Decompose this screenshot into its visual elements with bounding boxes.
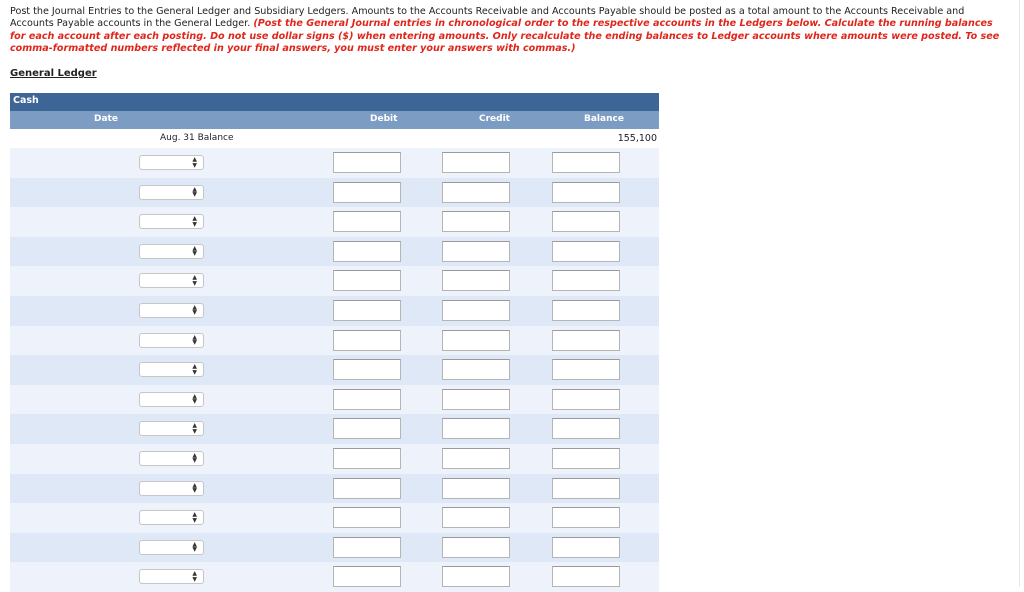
updown-arrows-icon: ▲ ▼ bbox=[192, 244, 197, 258]
entry-row bbox=[10, 178, 659, 208]
updown-arrows-icon: ▲ ▼ bbox=[192, 363, 197, 376]
credit-input[interactable] bbox=[442, 241, 510, 262]
debit-input[interactable] bbox=[333, 478, 401, 499]
date-select[interactable] bbox=[139, 451, 204, 466]
balance-input[interactable] bbox=[552, 507, 620, 528]
updown-arrows-icon: ▲ ▼ bbox=[192, 215, 197, 228]
date-select[interactable] bbox=[139, 185, 204, 200]
general-ledger-title: General Ledger bbox=[10, 68, 97, 79]
debit-input[interactable] bbox=[333, 566, 401, 587]
updown-arrows-icon: ▲ ▼ bbox=[192, 451, 197, 465]
debit-input[interactable] bbox=[333, 182, 401, 203]
date-select[interactable] bbox=[139, 362, 204, 377]
updown-arrows-icon: ▲ ▼ bbox=[192, 185, 197, 199]
opening-balance-label: Aug. 31 Balance bbox=[160, 133, 234, 143]
debit-input[interactable] bbox=[333, 359, 401, 380]
entry-rows bbox=[10, 148, 659, 592]
balance-input[interactable] bbox=[552, 478, 620, 499]
date-select[interactable] bbox=[139, 392, 204, 407]
balance-input[interactable] bbox=[552, 300, 620, 321]
credit-input[interactable] bbox=[442, 537, 510, 558]
date-select[interactable] bbox=[139, 421, 204, 436]
date-select[interactable] bbox=[139, 273, 204, 288]
entry-row bbox=[10, 237, 659, 267]
debit-input[interactable] bbox=[333, 389, 401, 410]
entry-row bbox=[10, 266, 659, 296]
updown-arrows-icon: ▲ ▼ bbox=[192, 156, 197, 169]
debit-input[interactable] bbox=[333, 448, 401, 469]
column-headers bbox=[10, 111, 659, 129]
updown-arrows-icon: ▲ ▼ bbox=[192, 511, 197, 524]
entry-row bbox=[10, 326, 659, 356]
updown-arrows-icon: ▲ ▼ bbox=[192, 274, 197, 287]
entry-row bbox=[10, 533, 659, 563]
debit-input[interactable] bbox=[333, 152, 401, 173]
balance-input[interactable] bbox=[552, 359, 620, 380]
balance-input[interactable] bbox=[552, 418, 620, 439]
debit-input[interactable] bbox=[333, 241, 401, 262]
credit-input[interactable] bbox=[442, 211, 510, 232]
date-select[interactable] bbox=[139, 569, 204, 584]
debit-input[interactable] bbox=[333, 330, 401, 351]
entry-row bbox=[10, 355, 659, 385]
balance-input[interactable] bbox=[552, 211, 620, 232]
entry-row bbox=[10, 148, 659, 178]
credit-input[interactable] bbox=[442, 418, 510, 439]
date-select[interactable] bbox=[139, 214, 204, 229]
balance-input[interactable] bbox=[552, 270, 620, 291]
credit-input[interactable] bbox=[442, 270, 510, 291]
credit-input[interactable] bbox=[442, 478, 510, 499]
credit-input[interactable] bbox=[442, 152, 510, 173]
date-select[interactable] bbox=[139, 481, 204, 496]
balance-input[interactable] bbox=[552, 448, 620, 469]
column-header-debit: Debit bbox=[370, 114, 398, 124]
credit-input[interactable] bbox=[442, 389, 510, 410]
updown-arrows-icon: ▲ ▼ bbox=[192, 303, 197, 317]
entry-row bbox=[10, 444, 659, 474]
opening-balance-row bbox=[10, 129, 659, 148]
balance-input[interactable] bbox=[552, 566, 620, 587]
balance-input[interactable] bbox=[552, 330, 620, 351]
instructions-text: Post the Journal Entries to the General Ledger and Subsidiary Ledgers. Amounts to the Accounts Receivable and Accounts Payable should be posted as a total amount to the Accounts Receivable and Accounts Payable accounts in the General Ledger. bbox=[10, 6, 965, 30]
entry-row bbox=[10, 414, 659, 444]
updown-arrows-icon: ▲ ▼ bbox=[192, 422, 197, 435]
credit-input[interactable] bbox=[442, 300, 510, 321]
date-select[interactable] bbox=[139, 333, 204, 348]
cash-ledger bbox=[10, 93, 659, 592]
debit-input[interactable] bbox=[333, 211, 401, 232]
entry-row bbox=[10, 385, 659, 415]
updown-arrows-icon: ▲ ▼ bbox=[192, 481, 197, 495]
date-select[interactable] bbox=[139, 155, 204, 170]
balance-input[interactable] bbox=[552, 537, 620, 558]
ledger-account-name: Cash bbox=[10, 93, 659, 111]
balance-input[interactable] bbox=[552, 389, 620, 410]
page-scroll-edge bbox=[1019, 0, 1020, 587]
column-header-balance: Balance bbox=[584, 114, 624, 124]
entry-row bbox=[10, 503, 659, 533]
date-select[interactable] bbox=[139, 540, 204, 555]
column-header-credit: Credit bbox=[479, 114, 510, 124]
debit-input[interactable] bbox=[333, 270, 401, 291]
balance-input[interactable] bbox=[552, 241, 620, 262]
date-select[interactable] bbox=[139, 303, 204, 318]
updown-arrows-icon: ▲ ▼ bbox=[192, 540, 197, 554]
credit-input[interactable] bbox=[442, 507, 510, 528]
updown-arrows-icon: ▲ ▼ bbox=[192, 392, 197, 406]
debit-input[interactable] bbox=[333, 300, 401, 321]
credit-input[interactable] bbox=[442, 182, 510, 203]
date-select[interactable] bbox=[139, 510, 204, 525]
balance-input[interactable] bbox=[552, 152, 620, 173]
credit-input[interactable] bbox=[442, 330, 510, 351]
entry-row bbox=[10, 296, 659, 326]
credit-input[interactable] bbox=[442, 359, 510, 380]
entry-row bbox=[10, 207, 659, 237]
date-select[interactable] bbox=[139, 244, 204, 259]
entry-row bbox=[10, 474, 659, 504]
opening-balance-value: 155,100 bbox=[617, 133, 657, 144]
entry-row bbox=[10, 562, 659, 592]
balance-input[interactable] bbox=[552, 182, 620, 203]
credit-input[interactable] bbox=[442, 448, 510, 469]
updown-arrows-icon: ▲ ▼ bbox=[192, 333, 197, 347]
instructions-emphasis: (Post the General Journal entries in chronological order to the respective accounts in the Ledgers below. Calculate the running balances for each account after each posting. Do not use dollar signs ($) when entering amounts. Only recalculate the ending balances to Ledger accounts where amounts were posted. To see comma-formatted numbers reflected in your final answers, you must enter your answers with commas.) bbox=[10, 18, 1000, 54]
debit-input[interactable] bbox=[333, 418, 401, 439]
credit-input[interactable] bbox=[442, 566, 510, 587]
debit-input[interactable] bbox=[333, 537, 401, 558]
updown-arrows-icon: ▲ ▼ bbox=[192, 570, 197, 583]
instructions bbox=[10, 6, 1005, 55]
column-header-date: Date bbox=[94, 114, 118, 124]
debit-input[interactable] bbox=[333, 507, 401, 528]
